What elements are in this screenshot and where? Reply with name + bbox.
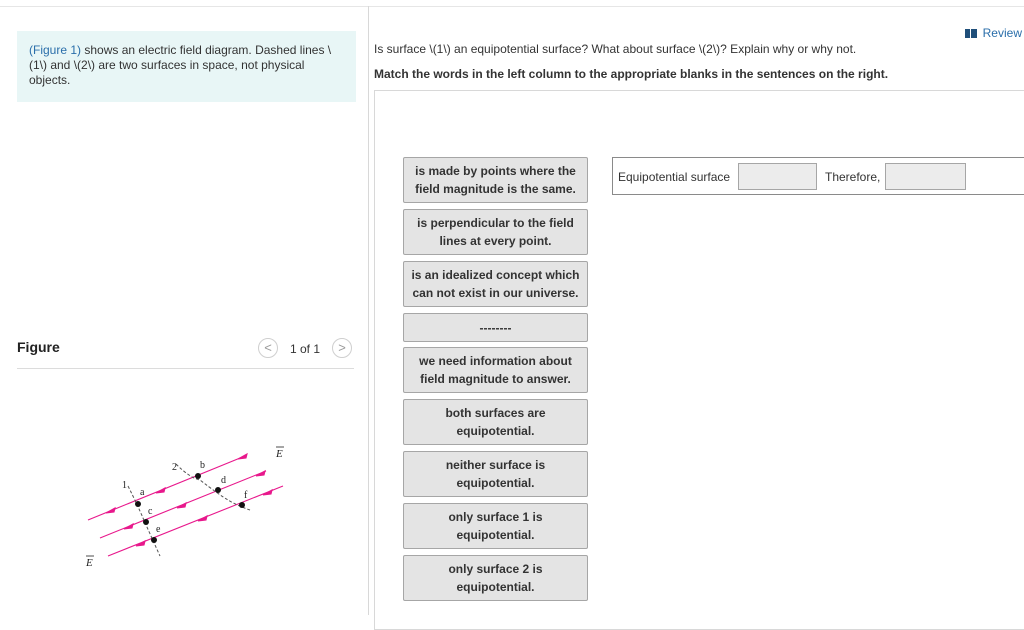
- next-figure-button[interactable]: [332, 338, 352, 358]
- point-label-f: f: [244, 490, 248, 501]
- field-arrow: [124, 524, 133, 529]
- surface-label-1: 1: [122, 480, 127, 491]
- field-arrow: [198, 516, 207, 521]
- answer-tile[interactable]: is perpendicular to the field lines at every point.: [403, 209, 588, 255]
- chevron-left-icon: <: [264, 340, 272, 355]
- point-label-c: c: [148, 506, 153, 517]
- question-text: Is surface \(1\) an equipotential surface? What about surface \(2\)? Explain why or why not.: [374, 42, 857, 56]
- sentence-part-1: Equipotential surface: [618, 170, 731, 184]
- field-arrow: [136, 541, 145, 546]
- field-arrow: [106, 508, 115, 513]
- top-divider: [0, 6, 1024, 7]
- instruction-text: Match the words in the left column to the appropriate blanks in the sentences on the right.: [374, 67, 889, 81]
- equipotential-surfaces: [128, 464, 250, 556]
- point-label-a: a: [140, 487, 145, 498]
- intro-box: [17, 31, 356, 102]
- book-icon: [965, 29, 977, 38]
- figure-header: [17, 336, 354, 369]
- surface-label-2: 2: [172, 462, 177, 473]
- point-f: [239, 502, 245, 508]
- point-label-e: e: [156, 524, 161, 535]
- answer-tile[interactable]: only surface 2 is equipotential.: [403, 555, 588, 601]
- prev-figure-button[interactable]: [258, 338, 278, 358]
- point-a: [135, 501, 141, 507]
- field-arrow: [238, 454, 247, 459]
- intro-text: shows an electric field diagram. Dashed lines \(1\) and \(2\) are two surfaces in space, not physical objects.: [29, 43, 332, 87]
- field-lines: [88, 454, 283, 556]
- answer-tile[interactable]: is made by points where the field magnitude is the same.: [403, 157, 588, 203]
- field-arrow: [177, 503, 186, 508]
- answer-tile[interactable]: we need information about field magnitude to answer.: [403, 347, 588, 393]
- field-arrow: [156, 488, 165, 493]
- field-arrow: [263, 490, 272, 495]
- blank-drop-target-2[interactable]: [885, 163, 966, 190]
- field-label-bottom: E: [86, 557, 93, 569]
- blank-drop-target-1[interactable]: [738, 163, 817, 190]
- point-d: [215, 487, 221, 493]
- figure-page-count: 1 of 1: [290, 342, 321, 356]
- point-b: [195, 473, 201, 479]
- review-link[interactable]: [965, 26, 1022, 40]
- sentence-box: [612, 157, 1024, 195]
- figure-link[interactable]: (Figure 1): [29, 43, 82, 57]
- panel-divider: [368, 6, 369, 615]
- answer-tile[interactable]: both surfaces are equipotential.: [403, 399, 588, 445]
- figure-title: Figure: [17, 339, 60, 355]
- answer-tile[interactable]: neither surface is equipotential.: [403, 451, 588, 497]
- point-c: [143, 519, 149, 525]
- electric-field-diagram: [78, 438, 308, 573]
- chevron-right-icon: >: [338, 340, 346, 355]
- field-label-top: E: [276, 448, 283, 460]
- answer-tile[interactable]: only surface 1 is equipotential.: [403, 503, 588, 549]
- field-arrow: [256, 471, 265, 476]
- answer-tile[interactable]: is an idealized concept which can not exist in our universe.: [403, 261, 588, 307]
- sentence-part-2: Therefore,: [825, 170, 881, 184]
- point-label-b: b: [200, 460, 205, 471]
- review-label: Review: [982, 26, 1022, 40]
- point-label-d: d: [221, 475, 226, 486]
- field-line: [108, 486, 283, 556]
- answer-tile[interactable]: --------: [403, 313, 588, 342]
- point-e: [151, 537, 157, 543]
